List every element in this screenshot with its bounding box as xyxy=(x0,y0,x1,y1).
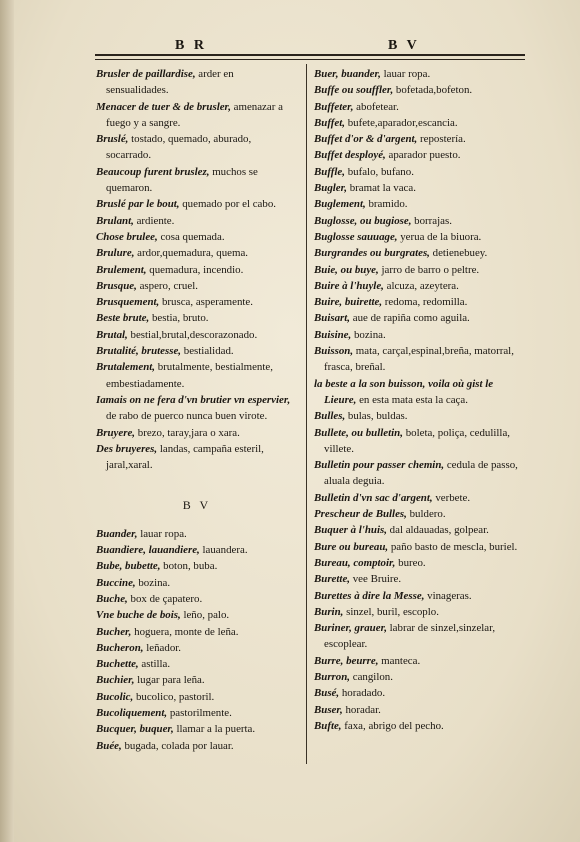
dictionary-entry xyxy=(314,588,524,604)
entry-headword: Buisson, xyxy=(314,345,354,358)
entry-headword: Bruslé par le bout, xyxy=(96,198,180,211)
dictionary-entry xyxy=(314,718,524,734)
dictionary-entry xyxy=(96,705,298,721)
entry-definition: bufalo, bufano. xyxy=(344,165,414,178)
column-divider xyxy=(306,64,307,764)
dictionary-entry xyxy=(314,164,524,180)
entry-definition: ardor,quemadura, quema. xyxy=(134,247,249,260)
dictionary-entry xyxy=(96,656,298,672)
dictionary-entry xyxy=(314,343,524,376)
entry-headword: Burgrandes ou burgrates, xyxy=(314,247,430,260)
entry-headword: Buriner, grauer, xyxy=(314,622,387,635)
entry-definition: bufete,aparador,escancia. xyxy=(344,116,458,129)
entry-headword: Buquer à l'huis, xyxy=(314,524,387,537)
entry-headword: Busé, xyxy=(314,687,340,700)
entry-definition: borrajas. xyxy=(411,214,452,227)
dictionary-entry xyxy=(96,558,298,574)
entry-headword: Menacer de tuer & de brusler, xyxy=(96,100,231,113)
entry-headword: Buie, ou buye, xyxy=(314,263,379,276)
entry-headword: Buffet d'or & d'argent, xyxy=(314,133,418,146)
dictionary-entry xyxy=(96,327,298,343)
entry-definition: amenazar a fuego y a sangre. xyxy=(106,100,283,129)
entry-headword: Burin, xyxy=(314,605,344,618)
entry-headword: Des bruyeres, xyxy=(96,442,158,455)
dictionary-entry xyxy=(314,685,524,701)
entry-definition: lugar para leña. xyxy=(134,674,205,687)
entry-headword: la beste a la son buisson, voila où gist le Lieure, xyxy=(314,377,494,406)
entry-headword: Buser, xyxy=(314,703,343,716)
entry-definition: buldero. xyxy=(406,508,446,521)
entry-definition: jarro de barro o peltre. xyxy=(378,263,480,276)
dictionary-entry xyxy=(96,262,298,278)
dictionary-entry xyxy=(96,343,298,359)
entry-headword: Buire à l'huyle, xyxy=(314,279,384,292)
dictionary-entry xyxy=(314,425,524,458)
entry-definition: pastorilmente. xyxy=(167,706,232,719)
dictionary-entry xyxy=(96,66,298,99)
entry-definition: quemadura, incendio. xyxy=(146,263,244,276)
entry-headword: Brutal, xyxy=(96,328,128,341)
dictionary-entry xyxy=(96,196,298,212)
dictionary-entry xyxy=(314,229,524,245)
dictionary-entry xyxy=(96,245,298,261)
dictionary-entry xyxy=(96,359,298,392)
dictionary-entry xyxy=(314,131,524,147)
entry-definition: landas, campaña esteril, jaral,xaral. xyxy=(106,442,264,472)
page-spine-shadow xyxy=(0,0,14,842)
entry-definition: brutalmente, bestialmente, embestiadamente. xyxy=(106,361,273,390)
entry-headword: Buander, xyxy=(96,527,138,540)
entry-headword: Iamais on ne fera d'vn brutier vn espervier, xyxy=(96,393,291,406)
entry-headword: Buire, buirette, xyxy=(314,296,383,309)
dictionary-entry xyxy=(96,131,298,164)
entry-headword: Brutalement, xyxy=(96,361,155,374)
entry-headword: Buffle, xyxy=(314,165,345,178)
entry-headword: Brusquement, xyxy=(96,296,160,309)
entry-headword: Buffet, xyxy=(314,116,345,129)
entry-headword: Buglement, xyxy=(314,198,366,211)
dictionary-entry xyxy=(314,457,524,490)
entry-headword: Buée, xyxy=(96,739,122,752)
entry-definition: aparador puesto. xyxy=(385,149,461,162)
dictionary-entry xyxy=(96,640,298,656)
running-head-left: B R xyxy=(175,38,207,53)
dictionary-entry xyxy=(314,99,524,115)
entry-definition: horadar. xyxy=(342,703,381,716)
entry-definition: bugada, colada por lauar. xyxy=(121,739,234,752)
dictionary-entry xyxy=(96,392,298,425)
dictionary-entry xyxy=(96,542,298,558)
dictionary-entry xyxy=(96,526,298,542)
entry-definition: verbete. xyxy=(432,491,471,504)
entry-headword: Brulure, xyxy=(96,247,135,260)
entry-definition: lauar ropa. xyxy=(380,68,431,80)
dictionary-entry xyxy=(96,213,298,229)
entry-headword: Prescheur de Bulles, xyxy=(314,508,407,521)
dictionary-entry xyxy=(96,575,298,591)
left-entries-bottom xyxy=(96,526,298,754)
entry-headword: Buffe ou souffler, xyxy=(314,84,394,97)
header-rule-thin xyxy=(95,59,525,60)
dictionary-entry xyxy=(96,294,298,310)
dictionary-entry xyxy=(314,506,524,522)
dictionary-entry xyxy=(314,310,524,326)
entry-headword: Bucoliquement, xyxy=(96,706,168,719)
dictionary-entry xyxy=(96,99,298,132)
entry-definition: lauandera. xyxy=(199,544,248,557)
entry-headword: Brutalité, brutesse, xyxy=(96,345,182,358)
entry-definition: dal aldauadas, golpear. xyxy=(386,524,489,537)
dictionary-entry xyxy=(314,213,524,229)
entry-headword: Bullete, ou bulletin, xyxy=(314,426,403,439)
section-title: B V xyxy=(182,498,212,513)
entry-headword: Buchier, xyxy=(96,674,135,687)
dictionary-entry xyxy=(314,539,524,555)
entry-headword: Bube, bubette, xyxy=(96,560,161,573)
dictionary-entry xyxy=(314,66,524,82)
dictionary-entry xyxy=(96,721,298,737)
entry-definition: bulas, buldas. xyxy=(345,410,408,423)
dictionary-entry xyxy=(314,571,524,587)
entry-definition: bestia, bruto. xyxy=(149,312,209,325)
entry-definition: bureo. xyxy=(395,556,426,569)
entry-headword: Buisart, xyxy=(314,312,351,325)
entry-definition: muchos se quemaron. xyxy=(106,165,258,195)
entry-headword: Bulletin pour passer chemin, xyxy=(314,459,445,472)
entry-definition: leñador. xyxy=(143,641,182,654)
entry-headword: Bruslé, xyxy=(96,133,129,146)
dictionary-entry xyxy=(314,82,524,98)
entry-headword: Vne buche de bois, xyxy=(96,609,181,622)
entry-definition: bestial,brutal,descorazonado. xyxy=(127,328,258,341)
entry-definition: manteca. xyxy=(378,654,421,667)
entry-headword: Buglosse, ou bugiose, xyxy=(314,214,412,227)
entry-headword: Chose brulee, xyxy=(96,230,158,243)
entry-definition: repostería. xyxy=(417,133,466,146)
entry-headword: Bucheron, xyxy=(96,641,144,654)
entry-definition: bestialidad. xyxy=(181,345,234,358)
entry-definition: sinzel, buril, escoplo. xyxy=(343,605,439,618)
dictionary-entry xyxy=(96,310,298,326)
entry-definition: detienebuey. xyxy=(429,247,488,260)
right-entries xyxy=(314,66,524,734)
dictionary-entry xyxy=(314,245,524,261)
entry-headword: Buffeter, xyxy=(314,100,354,113)
entry-definition: hoguera, monte de leña. xyxy=(131,625,239,638)
entry-definition: vinageras. xyxy=(424,589,472,602)
entry-headword: Bulletin d'vn sac d'argent, xyxy=(314,491,433,504)
dictionary-entry xyxy=(96,689,298,705)
entry-definition: bramido. xyxy=(365,198,408,211)
entry-definition: boton, buba. xyxy=(160,560,218,573)
entry-headword: Bruyere, xyxy=(96,426,136,439)
entry-definition: en esta mata esta la caça. xyxy=(356,393,468,406)
entry-headword: Buandiere, lauandiere, xyxy=(96,544,200,557)
left-entries-top xyxy=(96,66,298,473)
entry-definition: llamar a la puerta. xyxy=(173,723,256,736)
entry-headword: Brusque, xyxy=(96,279,137,292)
entry-headword: Bugler, xyxy=(314,182,347,195)
entry-definition: arder en sensualidades. xyxy=(106,68,234,97)
dictionary-entry xyxy=(314,653,524,669)
entry-headword: Beaucoup furent bruslez, xyxy=(96,165,210,178)
dictionary-entry xyxy=(314,115,524,131)
entry-headword: Bure ou bureau, xyxy=(314,540,389,553)
dictionary-entry xyxy=(314,196,524,212)
entry-definition: bucolico, pastoril. xyxy=(133,690,215,703)
dictionary-entry xyxy=(314,180,524,196)
dictionary-entry xyxy=(96,229,298,245)
entry-headword: Bureau, comptoir, xyxy=(314,556,396,569)
entry-headword: Burette, xyxy=(314,573,351,586)
entry-definition: cangilon. xyxy=(350,670,393,683)
entry-definition: ardiente. xyxy=(133,214,175,227)
entry-headword: Brulement, xyxy=(96,263,147,276)
dictionary-entry xyxy=(314,702,524,718)
entry-headword: Buche, xyxy=(96,592,128,605)
dictionary-entry xyxy=(314,278,524,294)
entry-definition: alcuza, azeytera. xyxy=(383,279,459,292)
entry-definition: horadado. xyxy=(339,687,386,700)
dictionary-entry xyxy=(96,164,298,197)
header-rule-thick xyxy=(95,54,525,56)
entry-headword: Brulant, xyxy=(96,214,134,227)
entry-definition: lauar ropa. xyxy=(137,527,187,540)
entry-headword: Buchette, xyxy=(96,658,139,671)
entry-headword: Burre, beurre, xyxy=(314,654,379,667)
dictionary-entry xyxy=(96,738,298,754)
entry-definition: cedula de passo, aluala deguia. xyxy=(324,459,518,488)
entry-definition: mata, carçal,espinal,breña, matorral, frasca, breñal. xyxy=(324,345,514,374)
left-column xyxy=(96,66,298,754)
running-head xyxy=(95,36,525,56)
entry-definition: tostado, quemado, aburado, socarrado. xyxy=(106,133,252,162)
entry-headword: Buisine, xyxy=(314,328,352,341)
dictionary-entry xyxy=(314,604,524,620)
entry-headword: Buffet desployé, xyxy=(314,149,386,162)
entry-definition: quemado por el cabo. xyxy=(179,198,276,211)
dictionary-entry xyxy=(96,607,298,623)
entry-definition: labrar de sinzel,sinzelar, escoplear. xyxy=(324,622,496,651)
dictionary-entry xyxy=(314,327,524,343)
entry-definition: abofetear. xyxy=(353,100,399,113)
entry-definition: aspero, cruel. xyxy=(136,279,198,292)
entry-definition: boleta, poliça, cedulilla, villete. xyxy=(324,426,511,455)
entry-definition: brezo, taray,jara o xara. xyxy=(135,426,240,439)
right-column xyxy=(314,66,524,734)
dictionary-entry xyxy=(96,624,298,640)
entry-headword: Burettes à dire la Messe, xyxy=(314,589,425,602)
entry-definition: bozina. xyxy=(135,576,171,589)
entry-headword: Buer, buander, xyxy=(314,68,381,80)
dictionary-entry xyxy=(314,262,524,278)
entry-definition: astilla. xyxy=(138,658,171,671)
entry-headword: Bufte, xyxy=(314,719,342,732)
entry-definition: leño, palo. xyxy=(180,609,230,622)
entry-definition: yerua de la biuora. xyxy=(397,230,482,243)
entry-definition: bozina. xyxy=(351,328,386,341)
dictionary-entry xyxy=(314,408,524,424)
entry-definition: paño basto de mescla, buriel. xyxy=(388,540,518,553)
entry-definition: bramat la vaca. xyxy=(347,182,416,195)
entry-headword: Buccine, xyxy=(96,576,136,589)
entry-headword: Bucquer, buquer, xyxy=(96,723,174,736)
dictionary-entry xyxy=(314,147,524,163)
dictionary-entry xyxy=(314,522,524,538)
dictionary-entry xyxy=(314,490,524,506)
dictionary-entry xyxy=(314,376,524,409)
dictionary-entry xyxy=(96,591,298,607)
entry-headword: Beste brute, xyxy=(96,312,150,325)
dictionary-entry xyxy=(314,294,524,310)
entry-headword: Brusler de paillardise, xyxy=(96,68,196,80)
dictionary-entry xyxy=(96,441,298,474)
entry-definition: bofetada,bofeton. xyxy=(393,84,473,97)
entry-headword: Bulles, xyxy=(314,410,346,423)
entry-definition: aue de rapiña como aguila. xyxy=(350,312,470,325)
dictionary-entry xyxy=(314,669,524,685)
dictionary-entry xyxy=(314,620,524,653)
entry-definition: cosa quemada. xyxy=(157,230,225,243)
entry-definition: faxa, abrigo del pecho. xyxy=(341,719,444,732)
entry-headword: Bucher, xyxy=(96,625,132,638)
running-head-right: B V xyxy=(388,38,420,53)
entry-headword: Bucolic, xyxy=(96,690,134,703)
entry-definition: vee Bruire. xyxy=(350,573,402,586)
entry-definition: redoma, redomilla. xyxy=(382,296,468,309)
entry-headword: Buglosse sauuage, xyxy=(314,230,398,243)
entry-definition: brusca, asperamente. xyxy=(159,296,253,309)
entry-definition: box de çapatero. xyxy=(127,592,203,605)
entry-headword: Burron, xyxy=(314,670,351,683)
dictionary-entry xyxy=(96,425,298,441)
dictionary-entry xyxy=(96,672,298,688)
dictionary-entry xyxy=(314,555,524,571)
dictionary-entry xyxy=(96,278,298,294)
entry-definition: de rabo de puerco nunca buen virote. xyxy=(106,410,268,423)
